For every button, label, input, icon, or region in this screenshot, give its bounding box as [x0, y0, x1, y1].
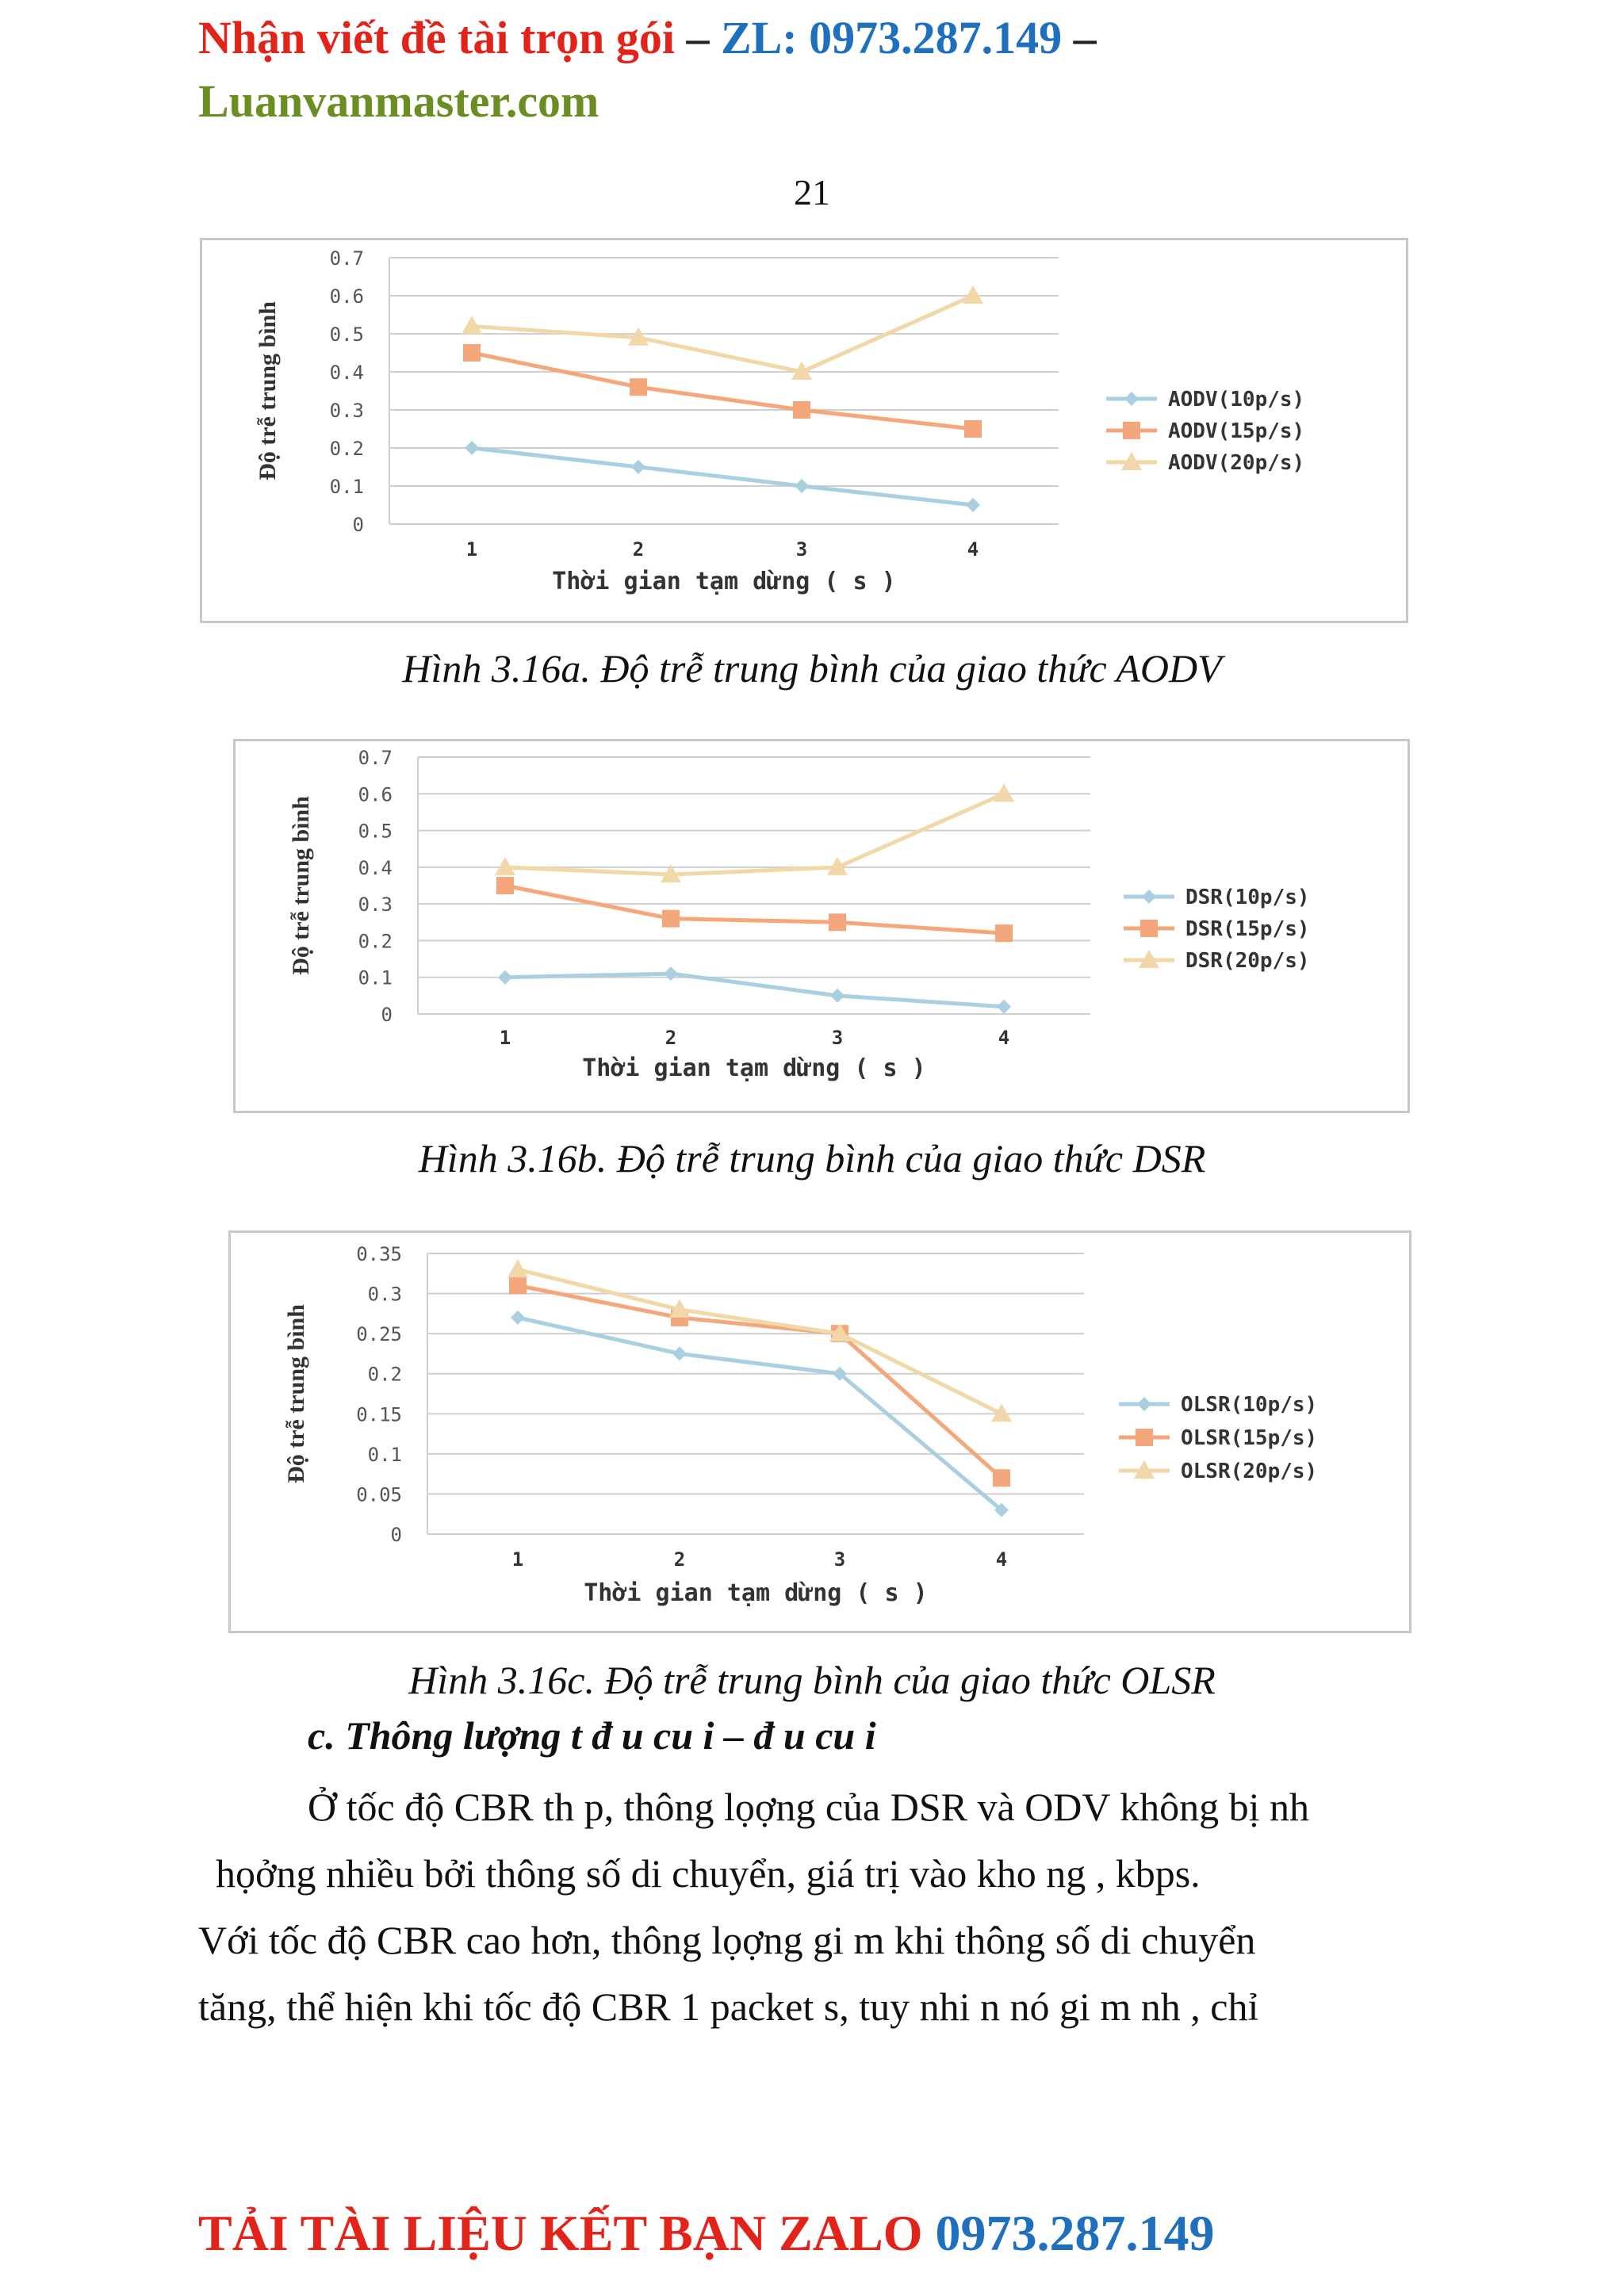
y-tick-label: 0.5: [329, 323, 364, 346]
y-tick-label: 0.1: [367, 1443, 402, 1466]
legend-marker: [1136, 1429, 1153, 1446]
y-tick-label: 0.4: [358, 856, 393, 879]
y-tick-label: 0.2: [358, 930, 393, 953]
y-tick-label: 0: [381, 1004, 393, 1026]
data-point: [964, 420, 982, 438]
y-axis-label: Độ trễ trung bình: [255, 301, 281, 480]
page-header: [198, 6, 1097, 133]
x-tick-label: 4: [967, 538, 979, 561]
y-tick-label: 0.5: [358, 820, 393, 843]
header-trailing-dash: –: [1062, 12, 1097, 63]
series-line: [505, 794, 1004, 874]
legend-label: OLSR(20p/s): [1181, 1460, 1318, 1483]
x-axis-label: Thời gian tạm dừng ( s ): [552, 568, 896, 595]
chart-aodv-svg: [202, 240, 1406, 621]
y-tick-label: 0.35: [356, 1243, 402, 1265]
paragraph-line-4: tăng, thể hiện khi tốc độ CBR 1 packet s, tuy nhi n nó gi m nh , chỉ: [198, 1984, 1259, 2029]
header-service-text: Nhận viết đề tài trọn gói: [198, 12, 675, 63]
data-point: [795, 479, 809, 493]
series-line: [518, 1269, 1002, 1414]
data-point: [966, 498, 980, 512]
data-point: [508, 1259, 528, 1277]
x-tick-label: 3: [795, 538, 808, 561]
section-heading: c. Thông lượng t đ u cu i – đ u cu i: [308, 1713, 876, 1758]
x-tick-label: 4: [998, 1027, 1010, 1049]
data-point: [498, 970, 512, 985]
y-tick-label: 0.2: [329, 438, 364, 460]
x-tick-label: 1: [511, 1548, 524, 1571]
data-point: [664, 966, 678, 981]
footer-text: TẢI TÀI LIỆU KẾT BẠN ZALO: [198, 2205, 923, 2261]
legend-marker: [1124, 392, 1139, 406]
caption-aodv: Hình 3.16a. Độ trễ trung bình của giao thức AODV: [402, 646, 1222, 691]
y-tick-label: 0.25: [356, 1323, 402, 1346]
x-tick-label: 3: [833, 1548, 846, 1571]
chart-olsr: [228, 1230, 1411, 1633]
data-point: [463, 344, 481, 362]
data-point: [997, 1000, 1011, 1014]
legend-marker: [1142, 890, 1156, 904]
data-point: [672, 1346, 687, 1360]
legend-label: OLSR(15p/s): [1181, 1426, 1318, 1450]
data-point: [963, 285, 983, 304]
data-point: [630, 378, 647, 396]
data-point: [994, 783, 1014, 802]
legend-label: AODV(15p/s): [1168, 419, 1305, 443]
paragraph-line-2: họởng nhiều bởi thông số di chuyển, giá trị vào kho ng , kbps.: [216, 1851, 1201, 1896]
data-point: [496, 877, 514, 894]
y-tick-label: 0.3: [367, 1283, 402, 1306]
x-tick-label: 2: [632, 538, 645, 561]
data-point: [829, 913, 846, 931]
legend-label: AODV(20p/s): [1168, 451, 1305, 475]
page-footer: [198, 2204, 1214, 2263]
header-website-link[interactable]: Luanvanmaster.com: [198, 75, 599, 127]
data-point: [793, 401, 810, 419]
legend-label: DSR(10p/s): [1185, 886, 1310, 909]
chart-aodv: [200, 238, 1408, 623]
y-axis-label: Độ trễ trung bình: [283, 1304, 309, 1483]
data-point: [662, 910, 680, 928]
x-tick-label: 3: [831, 1027, 844, 1049]
legend-label: DSR(15p/s): [1185, 917, 1310, 941]
series-line: [505, 974, 1004, 1007]
caption-dsr: Hình 3.16b. Độ trễ trung bình của giao thức DSR: [418, 1136, 1206, 1181]
legend-label: AODV(10p/s): [1168, 388, 1305, 411]
y-axis-label: Độ trễ trung bình: [288, 796, 314, 975]
y-tick-label: 0.6: [329, 285, 364, 308]
x-tick-label: 1: [465, 538, 478, 561]
paragraph-line-3: Với tốc độ CBR cao hơn, thông lọợng gi m khi thông số di chuyển: [198, 1918, 1256, 1962]
data-point: [509, 1276, 527, 1294]
x-axis-label: Thời gian tạm dừng ( s ): [584, 1579, 928, 1607]
x-tick-label: 2: [673, 1548, 686, 1571]
chart-dsr: [233, 739, 1410, 1113]
y-tick-label: 0.05: [356, 1483, 402, 1506]
x-axis-label: Thời gian tạm dừng ( s ): [582, 1054, 926, 1082]
data-point: [993, 1469, 1010, 1487]
footer-zalo-number: 0973.287.149: [935, 2205, 1215, 2261]
legend-marker: [1140, 920, 1158, 937]
data-point: [465, 441, 479, 455]
header-zalo-number: ZL: 0973.287.149: [720, 12, 1063, 63]
y-tick-label: 0.4: [329, 362, 364, 384]
series-line: [505, 886, 1004, 933]
y-tick-label: 0: [352, 514, 364, 536]
data-point: [991, 1403, 1012, 1422]
y-tick-label: 0.2: [367, 1363, 402, 1386]
series-line: [472, 353, 973, 429]
x-tick-label: 1: [499, 1027, 511, 1049]
data-point: [511, 1311, 525, 1325]
series-line: [472, 448, 973, 505]
x-tick-label: 4: [995, 1548, 1008, 1571]
header-line-1: [198, 6, 1097, 70]
y-tick-label: 0.6: [358, 783, 393, 806]
y-tick-label: 0.3: [329, 400, 364, 422]
legend-label: DSR(20p/s): [1185, 949, 1310, 973]
y-tick-label: 0: [390, 1524, 402, 1546]
chart-olsr-svg: [231, 1233, 1409, 1631]
caption-olsr: Hình 3.16c. Độ trễ trung bình của giao thức OLSR: [408, 1658, 1216, 1702]
data-point: [830, 989, 845, 1003]
page-number: 21: [794, 172, 830, 212]
y-tick-label: 0.3: [358, 894, 393, 916]
header-separator: –: [674, 12, 721, 63]
legend-marker: [1123, 422, 1140, 439]
y-tick-label: 0.7: [358, 747, 393, 769]
x-tick-label: 2: [665, 1027, 677, 1049]
y-tick-label: 0.1: [329, 476, 364, 498]
y-tick-label: 0.7: [329, 247, 364, 270]
data-point: [995, 924, 1013, 942]
paragraph-line-1: Ở tốc độ CBR th p, thông lọợng của DSR và ODV không bị nh: [308, 1785, 1310, 1829]
legend-label: OLSR(10p/s): [1181, 1393, 1318, 1417]
legend-marker: [1137, 1397, 1151, 1411]
chart-dsr-svg: [236, 741, 1408, 1111]
data-point: [631, 460, 645, 474]
y-tick-label: 0.1: [358, 966, 393, 989]
y-tick-label: 0.15: [356, 1403, 402, 1426]
